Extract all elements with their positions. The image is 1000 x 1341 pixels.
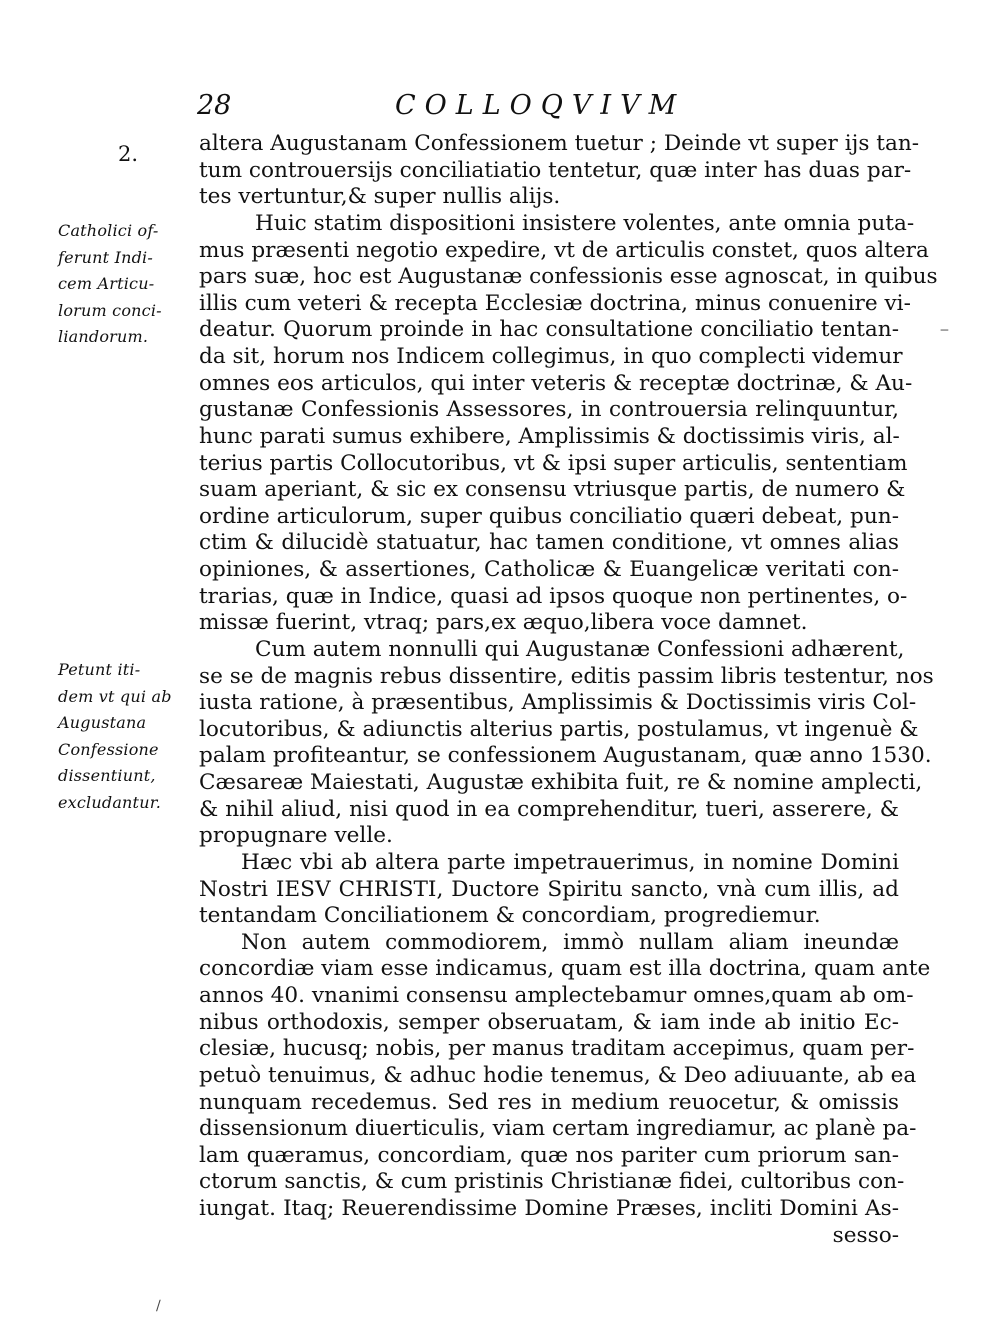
text-line: tum controuersijs conciliatiatio tentetur, quæ inter has duas par- <box>199 157 912 183</box>
text-line: concordiæ viam esse indicamus, quam est illa doctrina, quam ante <box>199 956 931 982</box>
text-line: lam quæramus, concordiam, quæ nos pariter cum priorum san- <box>199 1142 899 1168</box>
marginal-note-index <box>58 218 203 351</box>
page-number: 28 <box>197 90 232 121</box>
text-line: Hæc vbi ab altera parte impetrauerimus, in nomine Domini <box>241 849 899 875</box>
text-line: Cæsareæ Maiestati, Augustæ exhibita fuit, re & nomine amplecti, <box>199 770 923 795</box>
text-line: se se de magnis rebus dissentire, editis passim libris testentur, nos <box>199 663 934 689</box>
text-line: altera Augustanam Confessionem tuetur ; Deinde vt super ijs tan- <box>199 131 920 156</box>
text-line: nunquam recedemus. Sed res in medium reuocetur, & omissis <box>199 1089 899 1115</box>
scan-speck: ‒ <box>940 322 949 338</box>
text-line: dissensionum diuerticulis, viam certam ingrediamur, ac planè pa- <box>199 1116 917 1142</box>
marginal-note-line: dem vt qui ab <box>58 686 172 706</box>
text-line: ctim & dilucidè statuatur, hac tamen conditione, vt omnes alias <box>199 530 899 556</box>
text-line: annos 40. vnanimi consensu amplectebamur omnes,quam ab om- <box>199 983 914 1008</box>
page-header <box>0 90 1000 130</box>
text-line: locutoribus, & adiunctis alterius partis, postulamus, vt ingenuè & <box>199 716 919 742</box>
text-line: hunc parati sumus exhibere, Amplissimis & doctissimis viris, al- <box>199 423 900 449</box>
body-text <box>199 131 938 1249</box>
text-line: ctorum sanctis, & cum pristinis Christianæ fidei, cultoribus con- <box>199 1169 905 1195</box>
text-line: omnes eos articulos, qui inter veteris & receptæ doctrinæ, & Au- <box>199 370 913 396</box>
marginal-note-line: ferunt Indi- <box>58 247 153 267</box>
marginal-note-line: Catholici of- <box>58 221 159 240</box>
margin-section-number: 2. <box>118 142 139 166</box>
running-title: COLLOQVIVM <box>395 90 686 121</box>
text-line: tes vertuntur,& super nullis alijs. <box>199 184 561 210</box>
text-line: Cum autem nonnulli qui Augustanæ Confessioni adhærent, <box>255 636 905 662</box>
catchword: sesso- <box>832 1222 899 1248</box>
text-line: suam aperiant, & sic ex consensu vtriusque partis, de numero & <box>199 477 906 503</box>
text-line: Huic statim dispositioni insistere volentes, ante omnia puta- <box>255 210 915 236</box>
text-line: pars suæ, hoc est Augustanæ confessionis esse agnoscat, in quibus <box>199 264 938 290</box>
text-line: opiniones, & assertiones, Catholicæ & Euangelicæ veritati con- <box>199 557 899 582</box>
text-line: tentandam Conciliationem & concordiam, progrediemur. <box>199 903 821 929</box>
text-line: gustanæ Confessionis Assessores, in controuersia relinquuntur, <box>199 397 899 423</box>
text-line: da sit, horum nos Indicem collegimus, in quo complecti videmur <box>199 344 903 369</box>
text-line: deatur. Quorum proinde in hac consultatione conciliatio tentan- <box>199 317 899 343</box>
text-line: iungat. Itaq; Reuerendissime Domine Præses, incliti Domini As- <box>199 1196 899 1221</box>
marginal-note-line: Augustana <box>58 713 147 733</box>
marginal-note-line: Petunt iti- <box>58 660 141 679</box>
text-line: Non autem commodiorem, immò nullam aliam ineundæ <box>241 929 899 955</box>
text-line: & nihil aliud, nisi quod in ea comprehenditur, tueri, asserere, & <box>199 796 899 822</box>
text-line: palam profiteantur, se confessionem Augustanam, quæ anno 1530. <box>199 743 932 769</box>
text-line: trarias, quæ in Indice, quasi ad ipsos quoque non pertinentes, o- <box>199 583 908 609</box>
marginal-note-line: cem Articu- <box>58 274 155 294</box>
marginal-note-line: excludantur. <box>58 792 162 812</box>
marginal-note-line: Confessione <box>58 739 159 759</box>
text-line: iusta ratione, à præsentibus, Amplissimis & Doctissimis viris Col- <box>199 690 917 716</box>
text-line: terius partis Collocutoribus, vt & ipsi super articulis, sententiam <box>199 450 908 476</box>
text-line: propugnare velle. <box>199 823 393 849</box>
text-line: mus præsenti negotio expedire, vt de articulis constet, quos altera <box>199 237 929 263</box>
marginal-note-line: dissentiunt, <box>58 766 156 786</box>
text-line: missæ fuerint, vtraq; pars,ex æquo,libera voce damnet. <box>199 610 808 636</box>
text-line: illis cum veteri & recepta Ecclesiæ doctrina, minus conuenire vi- <box>199 290 911 316</box>
text-line: Nostri IESV CHRISTI, Ductore Spiritu sancto, vnà cum illis, ad <box>199 876 899 902</box>
marginal-note-line: liandorum. <box>58 327 149 347</box>
text-line: clesiæ, hucusq; nobis, per manus traditam accepimus, quam per- <box>199 1036 915 1062</box>
text-line: petuò tenuimus, & adhuc hodie tenemus, & Deo adiuuante, ab ea <box>199 1062 917 1088</box>
scan-speck: ∕ <box>156 1298 161 1314</box>
marginal-note-line: lorum conci- <box>58 300 162 320</box>
marginal-note-exclusion <box>58 657 203 817</box>
text-line: nibus orthodoxis, semper obseruatam, & iam inde ab initio Ec- <box>199 1009 899 1035</box>
text-line: ordine articulorum, super quibus conciliatio quæri debeat, pun- <box>199 503 899 529</box>
